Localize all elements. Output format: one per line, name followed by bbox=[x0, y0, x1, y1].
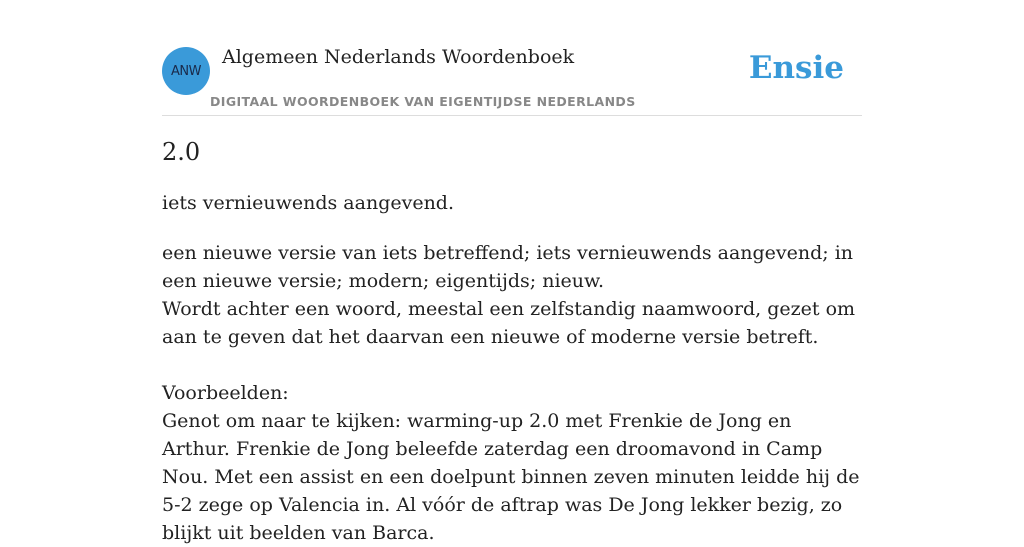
logo-text: ANW bbox=[171, 63, 201, 79]
examples-label: Voorbeelden: bbox=[162, 382, 289, 404]
entry-summary: iets vernieuwends aangevend. bbox=[162, 192, 455, 214]
anw-logo[interactable] bbox=[162, 47, 210, 95]
ensie-brand-logo[interactable]: Ensie bbox=[748, 50, 844, 86]
paragraph-spacer bbox=[162, 351, 862, 379]
entry-usage-note: Wordt achter een woord, meestal een zelfstandig naamwoord, gezet om aan te geven dat het daarvan een nieuwe of moderne versie betreft. bbox=[162, 298, 856, 348]
entry-example: Genot om naar te kijken: warming-up 2.0 met Frenkie de Jong en Arthur. Frenkie de Jong beleefde zaterdag een droomavond in Camp Nou. Met een assist en een doelpunt binnen zeven minuten leidde hij de 5-2 zege op Valencia in. Al vóór de aftrap was De Jong lekker bezig, zo blijkt uit beelden van Barca. bbox=[162, 410, 860, 544]
entry-definition: een nieuwe versie van iets betreffend; iets vernieuwends aangevend; in een nieuwe versie; modern; eigentijds; nieuw. bbox=[162, 242, 854, 292]
site-header bbox=[162, 44, 862, 116]
entry-body bbox=[162, 239, 862, 547]
dictionary-title[interactable]: Algemeen Nederlands Woordenboek bbox=[222, 46, 575, 68]
entry-headword: 2.0 bbox=[162, 138, 201, 166]
dictionary-subtitle: DIGITAAL WOORDENBOEK VAN EIGENTIJDSE NEDERLANDS bbox=[210, 94, 636, 109]
